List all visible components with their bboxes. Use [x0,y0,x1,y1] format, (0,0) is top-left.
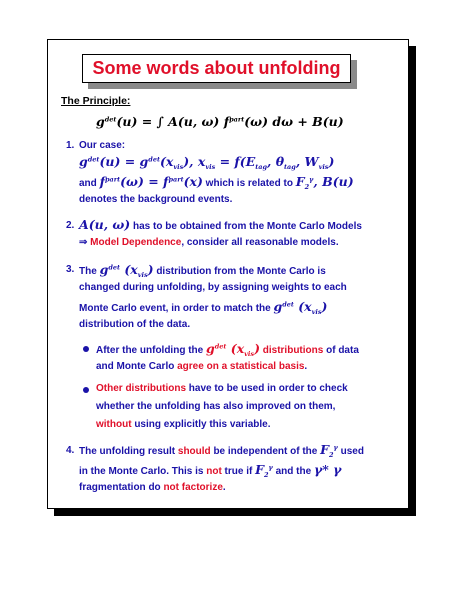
bullet-2-line2: whether the unfolding has also improved on them, [96,401,336,412]
item-4-line1: The unfolding result should be independent of the $F_2^\gamma$ used [79,442,364,459]
item-1-line3: and $f^{part}(\omega) = f^{part}(x)$ which is related to $F_2^\gamma$, B(u) [79,174,354,191]
item-3-number: 3. [66,264,75,275]
item-1-number: 1. [66,140,75,151]
item-1-line4: denotes the background events. [79,194,233,205]
title-box [82,54,351,83]
item-3-line2: changed during unfolding, by assigning weights to each [79,282,347,293]
item-1-equation: $g^{det}(u) = g^{det}(x_{vis})$, $x_{vis} = f(E_{tag}$, $\theta_{tag}$, $W_{vis}$) [79,154,335,171]
item-1-text: Our case: [79,140,126,151]
item-2-line1: A(u, ω) has to be obtained from the Monte Carlo Models [79,217,362,232]
item-4-number: 4. [66,445,75,456]
item-3-line1: The $g^{det}$ $(x_{vis})$ distribution from the Monte Carlo is [79,262,326,279]
bullet-2-line1: Other distributions have to be used in order to check [96,383,348,394]
item-2-line2: ⇒ Model Dependence, consider all reasonable models. [79,237,339,248]
item-3-line4: distribution of the data. [79,319,191,330]
item-2-number: 2. [66,220,75,231]
item-3-line3: Monte Carlo event, in order to match the $g^{det}$ $(x_{vis})$ [79,299,328,316]
principle-heading: The Principle: [61,95,131,107]
bullet-1-line2: and Monte Carlo agree on a statistical basis. [96,361,308,372]
slide-title: Some words about unfolding [92,58,341,78]
item-4-line2: in the Monte Carlo. This is not true if $F_2^\gamma$ and the γ* γ [79,462,342,479]
item-4-line3: fragmentation do not factorize. [79,482,226,493]
bullet-2-line3: without using explicitly this variable. [96,419,271,430]
bullet-1-dot [83,346,89,352]
bullet-2-dot [83,387,89,393]
bullet-1-line1: After the unfolding the $g^{det}$ $(x_{vis})$ distributions of data [96,341,359,358]
principle-formula: $g^{det}(u)$ = ∫ A(u, ω) $f^{part}(\omega) d\omega + B(u)$ [96,114,344,129]
